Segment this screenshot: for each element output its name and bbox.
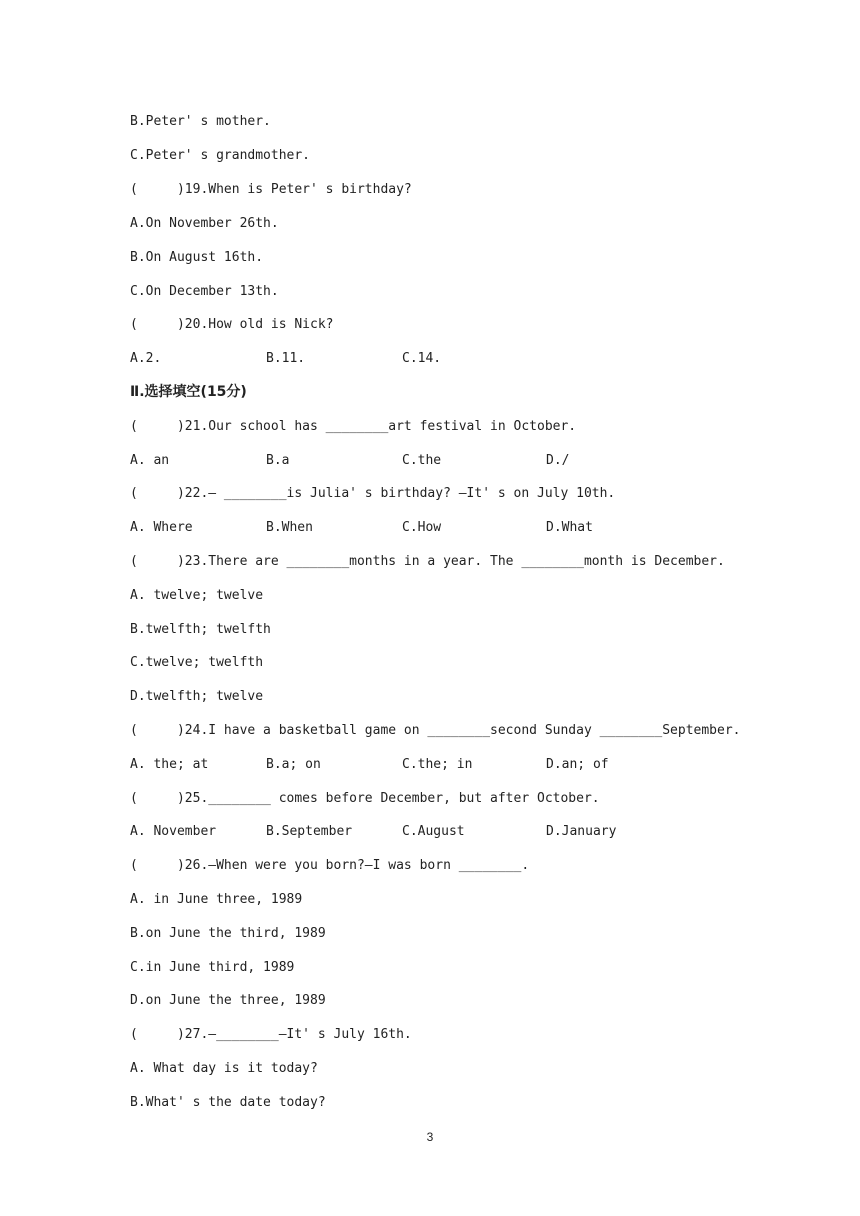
option-b: B.When <box>266 520 313 535</box>
option-line: C.twelve; twelfth <box>130 655 264 670</box>
question-22: ( )22.— ________is Julia' s birthday? —It' s on July 10th. <box>130 486 616 501</box>
question-20: ( )20.How old is Nick? <box>130 317 334 332</box>
question-19: ( )19.When is Peter' s birthday? <box>130 182 412 197</box>
option-a: A.2. <box>130 351 162 366</box>
option-line: A. in June three, 1989 <box>130 892 303 907</box>
section-heading: Ⅱ.选择填空(15分) <box>130 384 247 400</box>
option-line: C.in June third, 1989 <box>130 960 295 975</box>
option-line: B.twelfth; twelfth <box>130 622 271 637</box>
option-a: A. the; at <box>130 757 209 772</box>
text-line: C.Peter' s grandmother. <box>130 148 311 163</box>
option-line: D.twelfth; twelve <box>130 689 264 704</box>
option-c: C.the; in <box>402 757 473 772</box>
option-d: D.What <box>546 520 593 535</box>
option-d: D./ <box>546 453 570 468</box>
option-c: C.the <box>402 453 442 468</box>
option-line: D.on June the three, 1989 <box>130 993 326 1008</box>
option-b: B.September <box>266 824 353 839</box>
option-c: C.14. <box>402 351 442 366</box>
question-21: ( )21.Our school has ________art festival in October. <box>130 419 577 434</box>
text-line: B.Peter' s mother. <box>130 114 271 129</box>
question-25: ( )25.________ comes before December, but after October. <box>130 791 600 806</box>
option-a: A. November <box>130 824 217 839</box>
option-b: B.a <box>266 453 290 468</box>
option-line: A. twelve; twelve <box>130 588 264 603</box>
question-26: ( )26.—When were you born?—I was born ________. <box>130 858 530 873</box>
option-c: C.August <box>402 824 465 839</box>
page-number: 3 <box>426 1130 434 1144</box>
option-line: B.On August 16th. <box>130 250 264 265</box>
question-23: ( )23.There are ________months in a year. The ________month is December. <box>130 554 725 569</box>
option-line: A.On November 26th. <box>130 216 279 231</box>
option-line: A. What day is it today? <box>130 1061 318 1076</box>
option-d: D.January <box>546 824 617 839</box>
option-d: D.an; of <box>546 757 609 772</box>
option-line: B.on June the third, 1989 <box>130 926 326 941</box>
option-b: B.a; on <box>266 757 321 772</box>
option-c: C.How <box>402 520 442 535</box>
question-24: ( )24.I have a basketball game on ________second Sunday ________September. <box>130 723 741 738</box>
option-a: A. an <box>130 453 170 468</box>
option-b: B.11. <box>266 351 306 366</box>
option-line: C.On December 13th. <box>130 284 279 299</box>
option-a: A. Where <box>130 520 193 535</box>
option-line: B.What' s the date today? <box>130 1095 326 1110</box>
question-27: ( )27.—________—It' s July 16th. <box>130 1027 412 1042</box>
